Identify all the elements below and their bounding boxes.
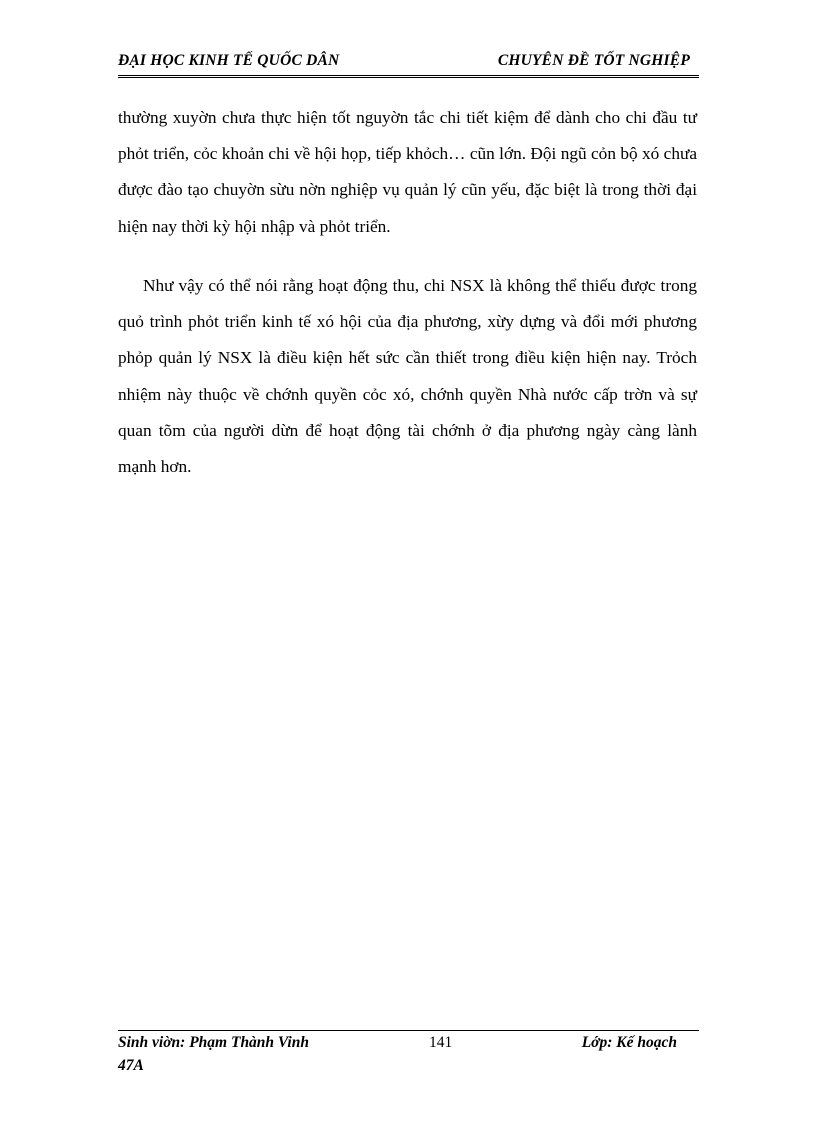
header-university: ĐẠI HỌC KINH TẾ QUỐC DÂN (118, 52, 340, 69)
footer-student-name: Sinh viờn: Phạm Thành Vinh (118, 1034, 309, 1051)
paragraph-1: thường xuyờn chưa thực hiện tốt nguyờn tắc chi tiết kiệm để dành cho chi đầu tư phỏt triển, cỏc khoản chi về hội họp, tiếp khỏch… cũn lớn. Đội ngũ cỏn bộ xó chưa được đào tạo chuyờn sừu nờn nghiệp vụ quản lý cũn yếu, đặc biệt là trong thời đại hiện nay thời kỳ hội nhập và phỏt triển. (118, 108, 697, 236)
footer-class: Lớp: Kế hoạch (581, 1034, 677, 1051)
footer-divider (118, 1030, 699, 1031)
footer-student-class-code: 47A (118, 1057, 144, 1074)
page-number: 141 (429, 1034, 453, 1051)
page-header (118, 52, 700, 74)
header-document-type: CHUYÊN ĐỀ TỐT NGHIỆP (497, 52, 690, 69)
paragraph-2: Như vậy có thể nói rằng hoạt động thu, chi NSX là không thể thiếu được trong quỏ trình phỏt triển kinh tế xó hội của địa phương, xừy dựng và đổi mới phương phỏp quản lý NSX là điều kiện hết sức cần thiết trong điều kiện hiện nay. Trỏch nhiệm này thuộc về chớnh quyền cỏc xó, chớnh quyền Nhà nước cấp trờn và sự quan tõm của người dừn để hoạt động tài chớnh ở địa phương ngày càng lành mạnh hơn. (118, 276, 697, 477)
header-divider (118, 75, 699, 78)
page-footer (118, 1032, 699, 1082)
